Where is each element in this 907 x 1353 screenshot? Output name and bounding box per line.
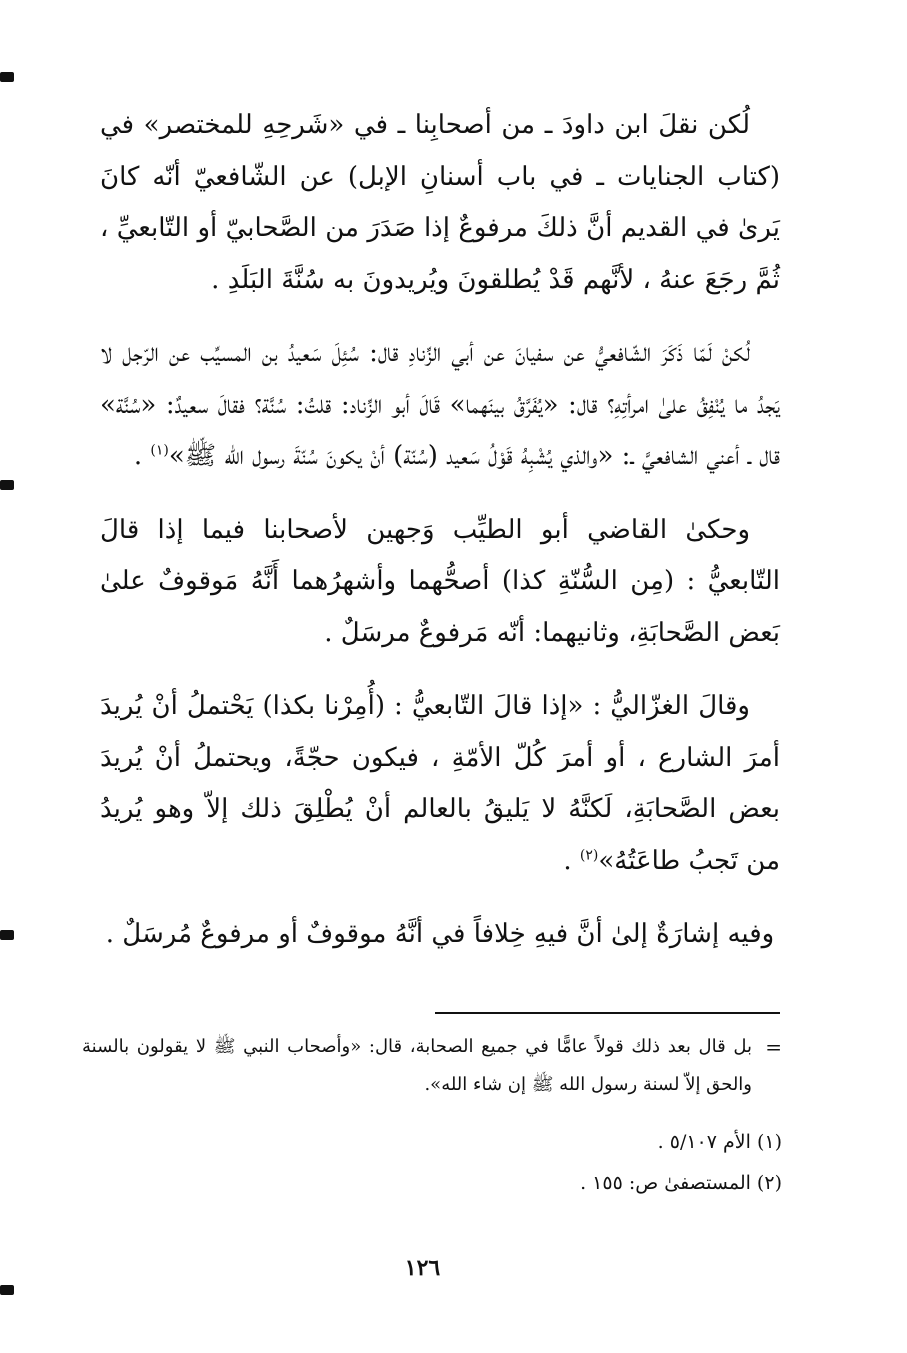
paragraph-5 bbox=[100, 909, 780, 961]
paragraph-tail: . bbox=[133, 441, 151, 471]
margin-mark bbox=[0, 72, 14, 82]
paragraph-text: لُكن نقلَ ابن داودَ ـ من أصحابِنا ـ في «شَرحِهِ للمختصر» في (كتاب الجنايات ـ في باب أسنانِ الإبل) عن الشّافعيّ أنّه كانَ يَرىٰ في القديم أنَّ ذلكَ مرفوعٌ إذا صَدَرَ من الصَّحابيّ أو التّابعيِّ ، ثُمَّ رجَعَ عنهُ ، لأنَّهم قَدْ يُطلقونَ ويُريدونَ به سُنَّةَ البَلَدِ . bbox=[100, 110, 780, 295]
margin-mark bbox=[0, 480, 14, 490]
continuation-text: بل قال بعد ذلك قولاً عامًّا في جميع الصحابة، قال: «وأصحاب النبي ﷺ لا يقولون بالسنة والحق إلاّ لسنة رسول الله ﷺ إن شاء الله». bbox=[82, 1036, 752, 1095]
paragraph-2 bbox=[100, 328, 780, 483]
paragraph-text: لُكنْ لَمّا ذَكَرَ الشّافعيُّ عن سفيانَ عن أبي الزِّنادِ قال: سُئِلَ سَعيدُ بن المسيِّب عن الرّجل لا يَجدُ ما يُنْفِقُ علىٰ امرأتِهِ؟ قال: «يُفَرَّقُ بينَهما» قَالَ أبو الزِّناد: قلتُ: سُنَّة؟ فقالَ سعيدٌ: «سُنَّة» قال ـ أعني الشافعيَّ ـ: «والذي يُشْبِهُ قَوْلُ سَعيد (سُنّة) أنْ يكونَ سُنّةَ رسول الله ﷺ» bbox=[100, 338, 780, 471]
footnote-ref-1: (١) bbox=[150, 442, 169, 459]
footnotes bbox=[82, 1028, 782, 1204]
main-text bbox=[100, 100, 780, 983]
paragraph-text: وفيه إشارَةٌ إلىٰ أنَّ فيهِ خِلافاً في أنَّهُ موقوفٌ أو مرفوعٌ مُرسَلٌ . bbox=[105, 919, 775, 949]
continuation-mark: = bbox=[765, 1035, 782, 1059]
page-number: ١٢٦ bbox=[404, 1255, 441, 1281]
paragraph-text: وحكىٰ القاضي أبو الطيِّب وَجهين لأصحابنا فيما إذا قالَ التّابعيُّ : (مِن السُّنّةِ كذا) أصحُّهما وأشهرُهما أَنَّهُ مَوقوفٌ علىٰ بَعض الصَّحابَةِ، وثانيهما: أنّه مَرفوعٌ مرسَلٌ . bbox=[100, 514, 780, 648]
paragraph-1 bbox=[100, 100, 780, 306]
margin-mark bbox=[0, 930, 14, 940]
paragraph-tail: . bbox=[563, 845, 580, 876]
paragraph-text: وقالَ الغزّاليُّ : «إذا قالَ التّابعيُّ : (أُمِرْنا بكذا) يَحْتملُ أنْ يُريدَ أمرَ الشارع ، أو أمرَ كُلّ الأمّةِ ، فيكون حجّةً، ويحتملُ أنْ يُريدَ بعض الصَّحابَةِ، لَكنَّهُ لا يَليقُ بالعالم أنْ يُطْلِقَ ذلك إلاّ وهو يُريدُ من تَجبُ طاعَتُهُ» bbox=[100, 691, 780, 876]
paragraph-3 bbox=[100, 505, 780, 660]
footnote-divider bbox=[435, 1012, 780, 1014]
footnote-continuation bbox=[82, 1028, 782, 1104]
footnote-2: (٢) المستصفىٰ ص: ١٥٥ . bbox=[580, 1172, 782, 1194]
footnote-1: (١) الأم ٥/١٠٧ . bbox=[657, 1131, 782, 1153]
paragraph-4 bbox=[100, 681, 780, 887]
margin-mark bbox=[0, 1285, 14, 1295]
footnote-ref-2: (٢) bbox=[579, 846, 599, 863]
